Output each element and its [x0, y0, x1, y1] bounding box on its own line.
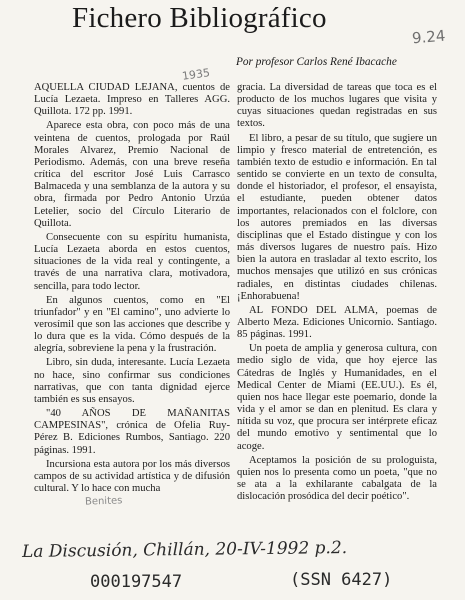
byline: Por profesor Carlos René Ibacache [236, 56, 397, 68]
handwritten-margin-note: 1935 [181, 66, 211, 83]
page-title: Fichero Bibliográfico [72, 2, 327, 34]
review-heading-paragraph: AL FONDO DEL ALMA, poemas de Alberto Meza. Ediciones Unicornio. Santiago. 85 páginas. 1991. [237, 304, 437, 341]
body-paragraph: gracia. La diversidad de tareas que toca es el producto de los muchos lugares que visita y cuyas situaciones quedan registradas en sus textos. [237, 82, 437, 130]
body-paragraph: En algunos cuentos, como en "El triunfador" y en "El camino", uno advierte lo verosímil que son las acciones que describe y lo dura que es la vida. Cómo después de la alegría, sobreviene la pena y la frustración. [34, 294, 230, 355]
body-paragraph: Un poeta de amplia y generosa cultura, con medio siglo de vida, que hoy ejerce las Cátedras de Inglés y Humanidades, en el Medical Center de Miami (EE.UU.). Es él, quien nos hace llegar este poemario, donde la vida y el amor se dan en plenitud. Es clara y nítida su voz, que procura ser intérprete eficaz del mundo emotivo y sentimental que lo acoge. [237, 343, 437, 452]
body-paragraph: Consecuente con su espíritu humanista, Lucía Lezaeta aborda en estos cuentos, situaciones de la vida real y contingente, a través de una narrativa clara, motivadora, sencilla, para todo lector. [34, 231, 230, 292]
body-paragraph: El libro, a pesar de su título, que sugiere un limpio y fresco material de entretención, es también texto de estudio e información. En tal sentido se convierte en un texto de consulta, donde el historiador, el profesor, el ensayista, el estudiante, pueden obtener datos importantes, relacionados con el folclore, con los autores premiados en las diversas disciplinas que el Estado distingue y con los más diversos lugares de nuestro país. Hizo bien la autora en trasladar al texto escrito, los muchos mensajes que utilizó en sus crónicas radiales, en distintas ciudades chilenas. ¡Enhorabuena! [237, 132, 437, 302]
handwritten-source-line: La Discusión, Chillán, 20-IV-1992 p.2. [21, 538, 348, 562]
right-column [237, 82, 437, 505]
left-column [34, 82, 230, 497]
handwritten-issn: (SSN 6427) [290, 570, 393, 590]
body-paragraph: Libro, sin duda, interesante. Lucía Lezaeta no hace, sino confirmar sus condiciones narrativas, que con tanta dignidad ejerce también es sus ensayos. [34, 357, 230, 405]
handwritten-record-id: 000197547 [90, 572, 183, 592]
review-heading-paragraph: AQUELLA CIUDAD LEJANA, cuentos de Lucía Lezaeta. Impreso en Talleres AGG. Quillota. 172 pp. 1991. [34, 82, 230, 118]
body-paragraph: Aparece esta obra, con poco más de una veintena de cuentos, prologada por Raúl Morales Alvarez, Premio Nacional de Periodismo. Además, con una breve reseña crítica del escritor José Luis Carrasco Balmaceda y una semblanza de la autora y su obra, firmada por Pedro Antonio Urzúa Letelier, socio del Círculo Literario de Quillota. [34, 120, 230, 229]
handwritten-author-note: Benites [84, 495, 123, 508]
body-paragraph: Incursiona esta autora por los más diversos campos de su actividad artística y de difusión cultural. Y lo hace con mucha [34, 458, 230, 494]
review-heading-paragraph: "40 AÑOS DE MAÑANITAS CAMPESINAS", crónica de Ofelia Ruy-Pérez B. Ediciones Rumbos, Santiago. 220 páginas. 1991. [34, 408, 230, 456]
body-paragraph: Aceptamos la posición de su prologuista, quien nos lo presenta como un poeta, "que no se ata a la exhilarante cabalgata de la dislocación prosódica del decir poético". [237, 454, 437, 503]
handwritten-number: 9.24 [411, 26, 447, 48]
